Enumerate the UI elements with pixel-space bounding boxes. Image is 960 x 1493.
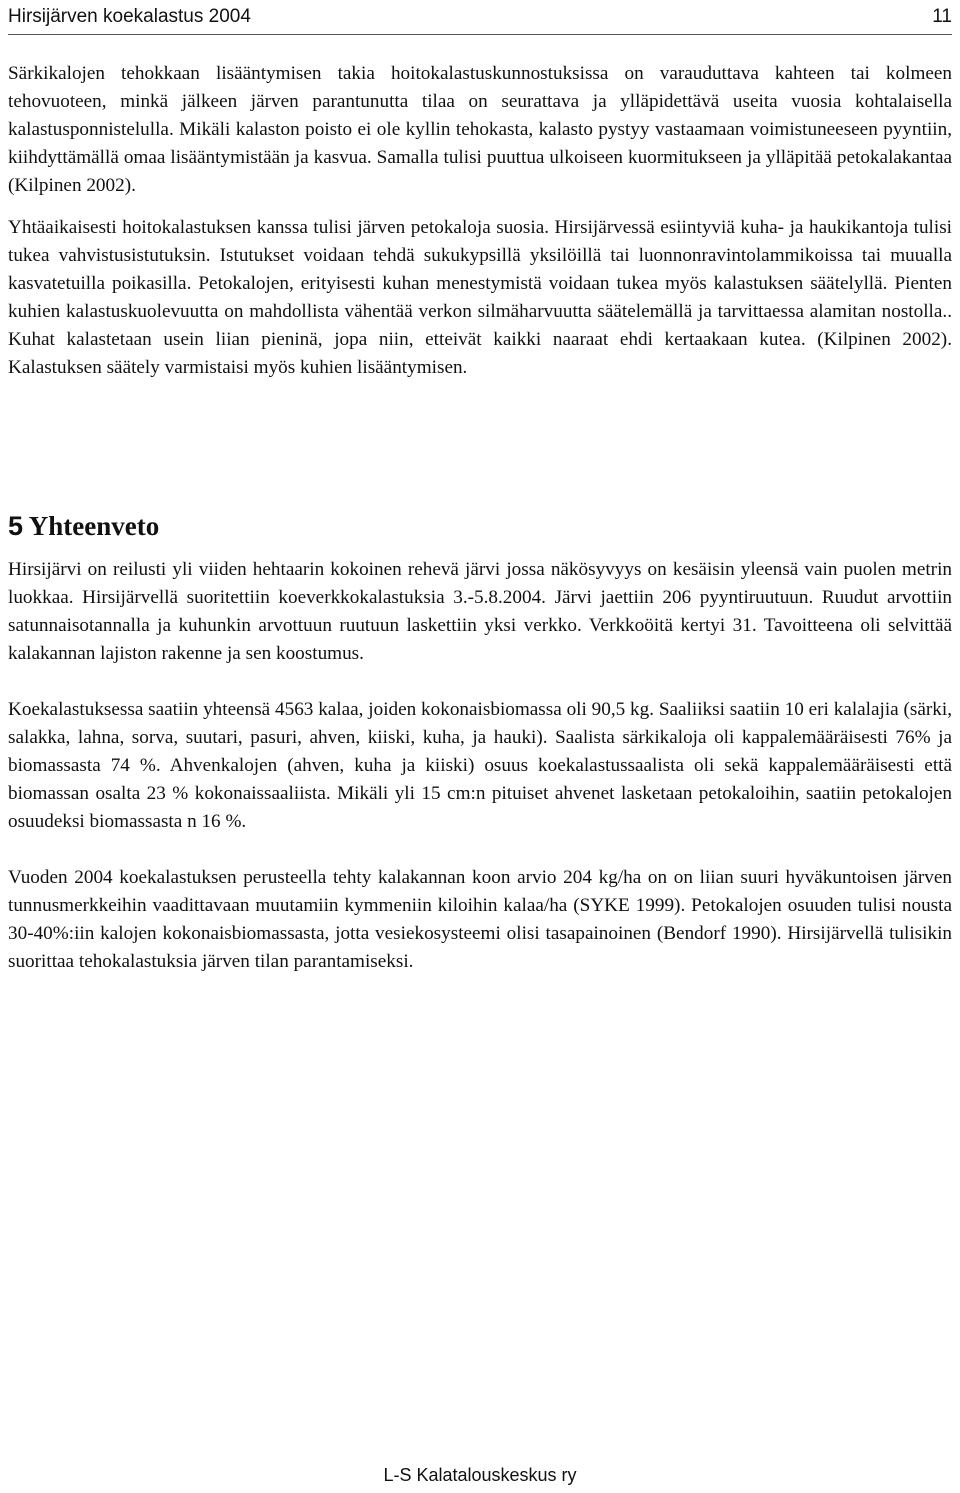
section-heading <box>8 510 952 542</box>
summary-paragraph-2: Koekalastuksessa saatiin yhteensä 4563 kalaa, joiden kokonaisbiomassa oli 90,5 kg. Saaliiksi saatiin 10 eri kalalajia (särki, salakka, lahna, sorva, suutari, pasuri, ahven, kiiski, kuha, ja hauki). Saalista särkikaloja oli kappalemääräisesti 76% ja biomassasta 74 %. Ahvenkalojen (ahven, kuha ja kiiski) osuus koekalastussaalista oli sekä kappalemääräisesti että biomassan osalta 23 % kokonaissaaliista. Mikäli yli 15 cm:n pituiset ahvenet lasketaan petokaloihin, saatiin petokalojen osuudeksi biomassasta n 16 %. <box>8 699 952 832</box>
section-number: 5 <box>8 511 24 541</box>
running-title: Hirsijärven koekalastus 2004 <box>8 6 251 27</box>
page-footer: L-S Kalatalouskeskus ry <box>383 1465 577 1485</box>
paragraph-2: Yhtäaikaisesti hoitokalastuksen kanssa tulisi järven petokaloja suosia. Hirsijärvessä esiintyviä kuha- ja haukikantoja tulisi tukea vahvistusistutuksin. Istutukset voidaan tehdä sukukypsillä yksilöillä tai luonnonravintolammikoissa tai muualla kasvatetuilla poikasilla. Petokalojen, erityisesti kuhan menestymistä voidaan tukea myös kalastuksen säätelyllä. Pienten kuhien kalastuskuolevuutta on mahdollista vähentää verkon silmäharvuutta säätelemällä ja tarvittaessa alamitan nostolla.. Kuhat kalastetaan usein liian pieninä, jopa niin, etteivät kaikki naaraat ehdi kertaakaan kutea. (Kilpinen 2002). Kalastuksen säätely varmistaisi myös kuhien lisääntymisen. <box>8 217 952 378</box>
paragraph-1: Särkikalojen tehokkaan lisääntymisen takia hoitokalastuskunnostuksissa on varauduttava kahteen tai kolmeen tehovuoteen, minkä jälkeen järven parantunutta tilaa on seurattava ja ylläpidettävä useita vuosia kohtalaisella kalastusponnistelulla. Mikäli kalaston poisto ei ole kyllin tehokasta, kalasto pystyy vastaamaan voimistuneeseen pyyntiin, kiihdyttämällä omaa lisääntymistään ja kasvua. Samalla tulisi puuttua ulkoiseen kuormitukseen ja ylläpitää petokalakantaa (Kilpinen 2002). <box>8 63 952 196</box>
summary-paragraph-1: Hirsijärvi on reilusti yli viiden hehtaarin kokoinen rehevä järvi jossa näkösyvyys on kesäisin yleensä vain puolen metrin luokkaa. Hirsijärvellä suoritettiin koeverkkokalastuksia 3.-5.8.2004. Järvi jaettiin 206 pyyntiruutuun. Ruudut arvottiin satunnaisotannalla ja kuhunkin arvottuun ruutuun laskettiin yksi verkko. Verkkoöitä kertyi 31. Tavoitteena oli selvittää kalakannan lajiston rakenne ja sen koostumus. <box>8 559 952 664</box>
document-body <box>8 60 952 976</box>
section-title: Yhteenveto <box>28 511 160 541</box>
page-number: 11 <box>932 6 952 27</box>
summary-paragraph-3: Vuoden 2004 koekalastuksen perusteella tehty kalakannan koon arvio 204 kg/ha on on liian suuri hyväkuntoisen järven tunnusmerkkeihin vaadittavaan muutamiin kymmeniin kiloihin kalaa/ha (SYKE 1999). Petokalojen osuuden tulisi nousta 30-40%:iin kalojen kokonaisbiomassasta, jotta vesiekosysteemi olisi tasapainoinen (Bendorf 1990). Hirsijärvellä tulisikin suorittaa tehokalastuksia järven tilan parantamiseksi. <box>8 867 952 972</box>
page-header <box>8 0 952 35</box>
